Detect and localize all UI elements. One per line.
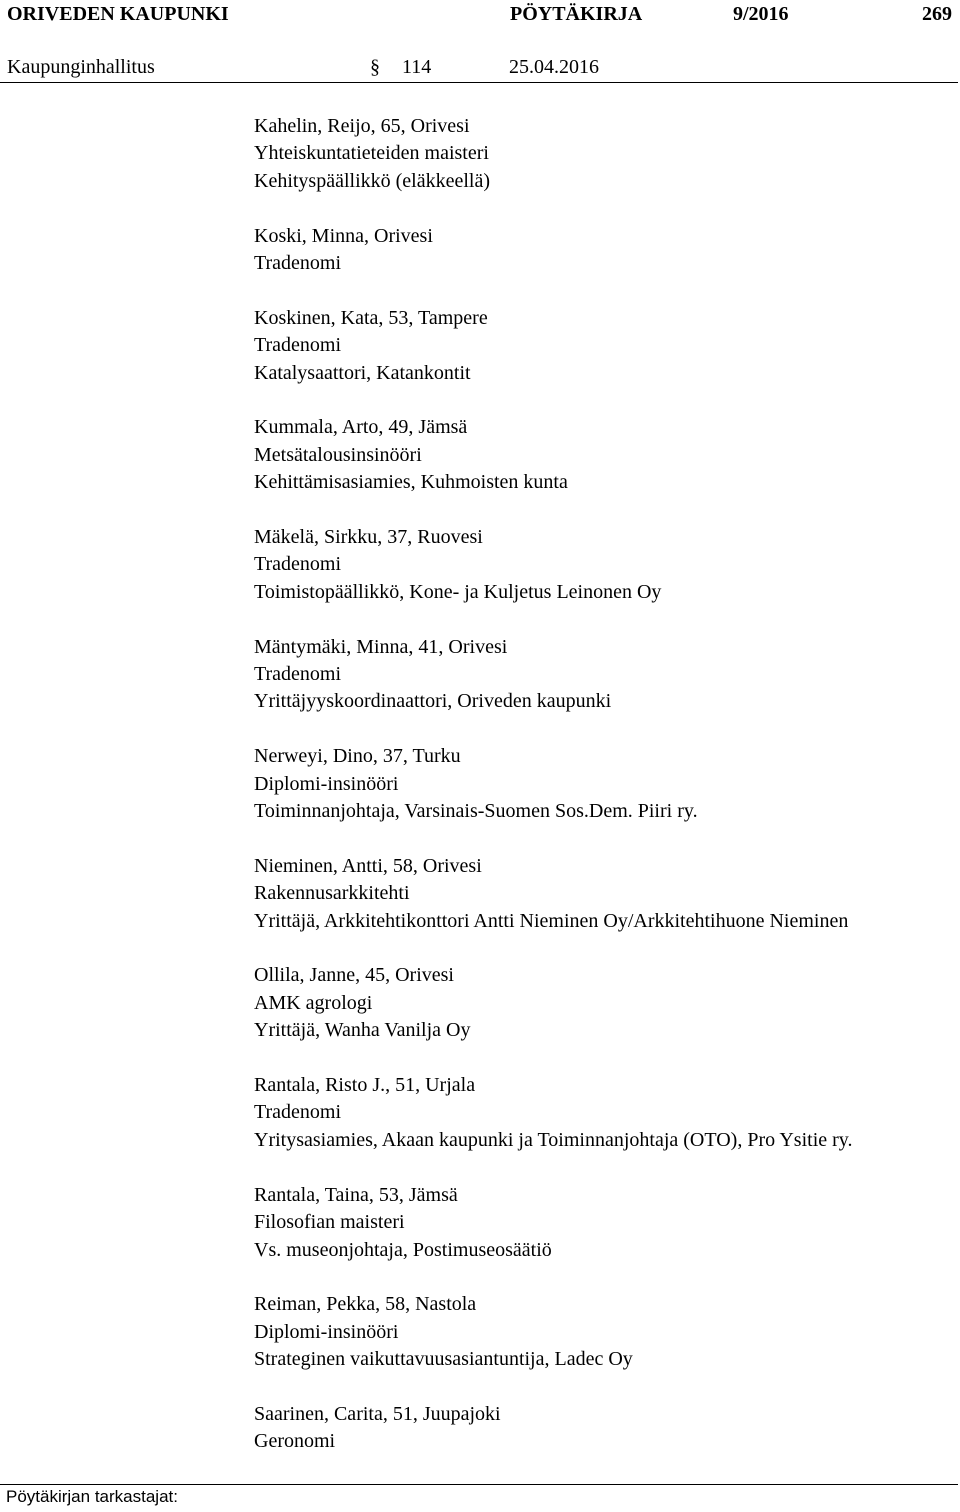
candidate-occupation: Kehittämisasiamies, Kuhmoisten kunta — [254, 471, 568, 494]
candidate-entry — [254, 1182, 954, 1264]
candidate-name: Ollila, Janne, 45, Orivesi — [254, 964, 454, 987]
minutes-examiners-label: Pöytäkirjan tarkastajat: — [6, 1487, 178, 1506]
candidate-degree: Diplomi-insinööri — [254, 1320, 399, 1343]
candidate-name: Kummala, Arto, 49, Jämsä — [254, 416, 468, 439]
candidate-entry — [254, 743, 954, 825]
candidate-entry — [254, 305, 954, 387]
candidate-occupation: Yrittäjä, Arkkitehtikonttori Antti Nieminen Oy/Arkkitehtihuone Nieminen — [254, 909, 849, 932]
candidate-degree: Tradenomi — [254, 1101, 342, 1124]
footer-divider — [0, 1484, 958, 1485]
candidate-degree: Tradenomi — [254, 252, 342, 275]
candidate-degree: Diplomi-insinööri — [254, 772, 399, 795]
candidate-name: Saarinen, Carita, 51, Juupajoki — [254, 1402, 501, 1425]
organization-name: ORIVEDEN KAUPUNKI — [7, 3, 229, 25]
candidate-degree: Rakennusarkkitehti — [254, 882, 410, 905]
candidate-occupation: Toiminnanjohtaja, Varsinais-Suomen Sos.Dem. Piiri ry. — [254, 800, 698, 823]
document-number: 9/2016 — [733, 3, 789, 25]
candidate-name: Mäkelä, Sirkku, 37, Ruovesi — [254, 526, 483, 549]
candidate-name: Kahelin, Reijo, 65, Orivesi — [254, 115, 470, 137]
candidate-degree: Geronomi — [254, 1430, 336, 1453]
candidate-degree: Tradenomi — [254, 553, 342, 576]
meeting-date: 25.04.2016 — [509, 56, 599, 78]
candidate-occupation: Katalysaattori, Katankontit — [254, 361, 471, 384]
candidate-entry — [254, 113, 954, 195]
document-header — [0, 0, 960, 30]
candidate-name: Koskinen, Kata, 53, Tampere — [254, 306, 488, 329]
candidate-name: Nerweyi, Dino, 37, Turku — [254, 745, 461, 768]
candidate-occupation: Kehityspäällikkö (eläkkeellä) — [254, 169, 491, 192]
candidate-occupation: Yrittäjä, Wanha Vanilja Oy — [254, 1019, 471, 1042]
candidate-entry — [254, 414, 954, 496]
candidate-name: Mäntymäki, Minna, 41, Orivesi — [254, 635, 508, 658]
page-number: 269 — [922, 3, 952, 25]
candidate-degree: Metsätalousinsinööri — [254, 443, 422, 466]
header-divider — [0, 82, 958, 83]
candidate-entry — [254, 853, 954, 935]
candidate-name: Rantala, Risto J., 51, Urjala — [254, 1074, 476, 1097]
candidate-degree: Tradenomi — [254, 334, 342, 357]
meeting-header — [0, 54, 960, 84]
candidate-occupation: Yrittäjyyskoordinaattori, Oriveden kaupunki — [254, 690, 612, 713]
section-number: 114 — [402, 56, 432, 78]
document-type: PÖYTÄKIRJA — [510, 3, 643, 25]
candidate-list — [254, 113, 954, 1483]
candidate-entry — [254, 223, 954, 278]
candidate-name: Rantala, Taina, 53, Jämsä — [254, 1183, 458, 1206]
candidate-occupation: Yritysasiamies, Akaan kaupunki ja Toiminnanjohtaja (OTO), Pro Ysitie ry. — [254, 1128, 853, 1151]
candidate-degree: AMK agrologi — [254, 991, 373, 1014]
candidate-entry — [254, 634, 954, 716]
candidate-entry — [254, 524, 954, 606]
candidate-name: Koski, Minna, Orivesi — [254, 224, 433, 247]
candidate-occupation: Strateginen vaikuttavuusasiantuntija, Ladec Oy — [254, 1348, 633, 1371]
candidate-entry — [254, 962, 954, 1044]
candidate-entry — [254, 1072, 954, 1154]
candidate-degree: Tradenomi — [254, 663, 342, 686]
candidate-entry — [254, 1291, 954, 1373]
candidate-degree: Filosofian maisteri — [254, 1211, 405, 1234]
governing-body: Kaupunginhallitus — [7, 56, 155, 78]
section-symbol: § — [370, 56, 380, 78]
candidate-occupation: Vs. museonjohtaja, Postimuseosäätiö — [254, 1238, 552, 1261]
candidate-occupation: Toimistopäällikkö, Kone- ja Kuljetus Leinonen Oy — [254, 580, 662, 603]
candidate-name: Reiman, Pekka, 58, Nastola — [254, 1293, 477, 1316]
candidate-name: Nieminen, Antti, 58, Orivesi — [254, 854, 482, 877]
candidate-entry — [254, 1401, 954, 1456]
candidate-degree: Yhteiskuntatieteiden maisteri — [254, 142, 489, 165]
